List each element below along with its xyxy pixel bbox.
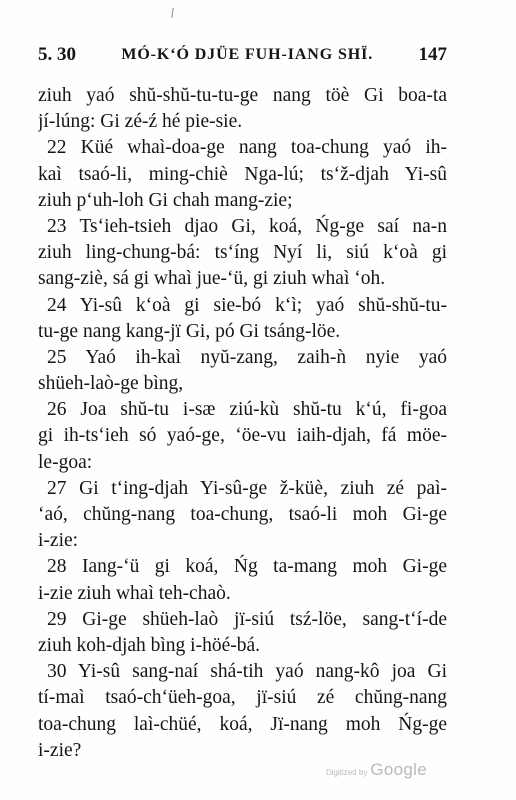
scripture-text — [38, 83, 447, 764]
text-line: i-zie: — [38, 530, 79, 552]
text-line: 28 Iang-‘ü gi koá, Ńg ta-mang moh Gi-ge — [47, 556, 447, 578]
text-line: ziuh p‘uh-loh Gi chah mang-zie; — [38, 189, 293, 211]
text-line: 26 Joa shŭ-tu i-sæ ziú-kù shŭ-tu k‘ú, fi-goa — [47, 399, 447, 421]
text-line: 24 Yi-sû k‘oà gi sie-bó k‘ì; yaó shŭ-shŭ-tu- — [47, 294, 447, 316]
page-mark — [171, 8, 173, 18]
page-number: 147 — [418, 44, 447, 65]
text-line: ziuh ling-chung-bá: ts‘íng Nyí li, siú k‘oà gi — [38, 242, 447, 264]
text-line: jí-lúng: Gi zé-ź hé pie-sie. — [38, 111, 243, 133]
text-line: le-goa: — [38, 451, 93, 473]
text-line: 27 Gi t‘ing-djah Yi-sû-ge ž-küè, ziuh zé paì- — [47, 477, 447, 499]
text-line: ziuh yaó shŭ-shŭ-tu-tu-ge nang töè Gi boa-ta — [38, 85, 447, 106]
text-line: tu-ge nang kang-jï Gi, pó Gi tsáng-löe. — [38, 320, 341, 342]
text-line: 22 Küé whaì-doa-ge nang toa-chung yaó ih- — [47, 137, 447, 159]
text-line: 23 Ts‘ieh-tsieh djao Gi, koá, Ńg-ge saí na-n — [47, 215, 447, 237]
chapter-verse-reference: 5. 30 — [38, 44, 76, 65]
text-line: ziuh koh-djah bìng i-höé-bá. — [38, 634, 261, 656]
text-line: ‘aó, chŭng-nang toa-chung, tsaó-li moh Gi-ge — [38, 504, 447, 525]
running-title: MÓ-K‘Ó DJÜE FUH-IANG SHÏ. — [121, 46, 374, 63]
text-line: 25 Yaó ih-kaì nyŭ-zang, zaih-ǹ nyie yaó — [47, 346, 447, 368]
text-line: toa-chung laì-chüé, koá, Jï-nang moh Ńg-ge — [38, 713, 447, 735]
text-line: 29 Gi-ge shüeh-laò jï-siú tsź-löe, sang-t‘í-de — [47, 608, 447, 630]
text-line: gi ih-ts‘ieh só yaó-ge, ‘öe-vu iaih-djah, fá möe- — [38, 425, 447, 447]
watermark-brand: Google — [370, 760, 427, 779]
text-line: shüeh-laò-ge bìng, — [38, 373, 184, 395]
digitized-watermark — [326, 760, 427, 780]
text-line: i-zie ziuh whaì teh-chaò. — [38, 582, 231, 604]
running-header — [38, 44, 447, 66]
text-line: tí-maì tsaó-ch‘üeh-goa, jï-siú zé chŭng-nang — [38, 687, 447, 709]
text-line: sang-ziè, sá gi whaì jue-‘ü, gi ziuh whaì ‘oh. — [38, 268, 386, 290]
watermark-caption: Digitized by — [326, 768, 368, 777]
text-line: i-zie? — [38, 739, 82, 761]
text-line: kaì tsaó-li, ming-chiè Nga-lú; ts‘ž-djah Yi-sû — [38, 163, 447, 185]
text-line: 30 Yi-sû sang-naí shá-tih yaó nang-kô joa Gi — [47, 661, 447, 683]
